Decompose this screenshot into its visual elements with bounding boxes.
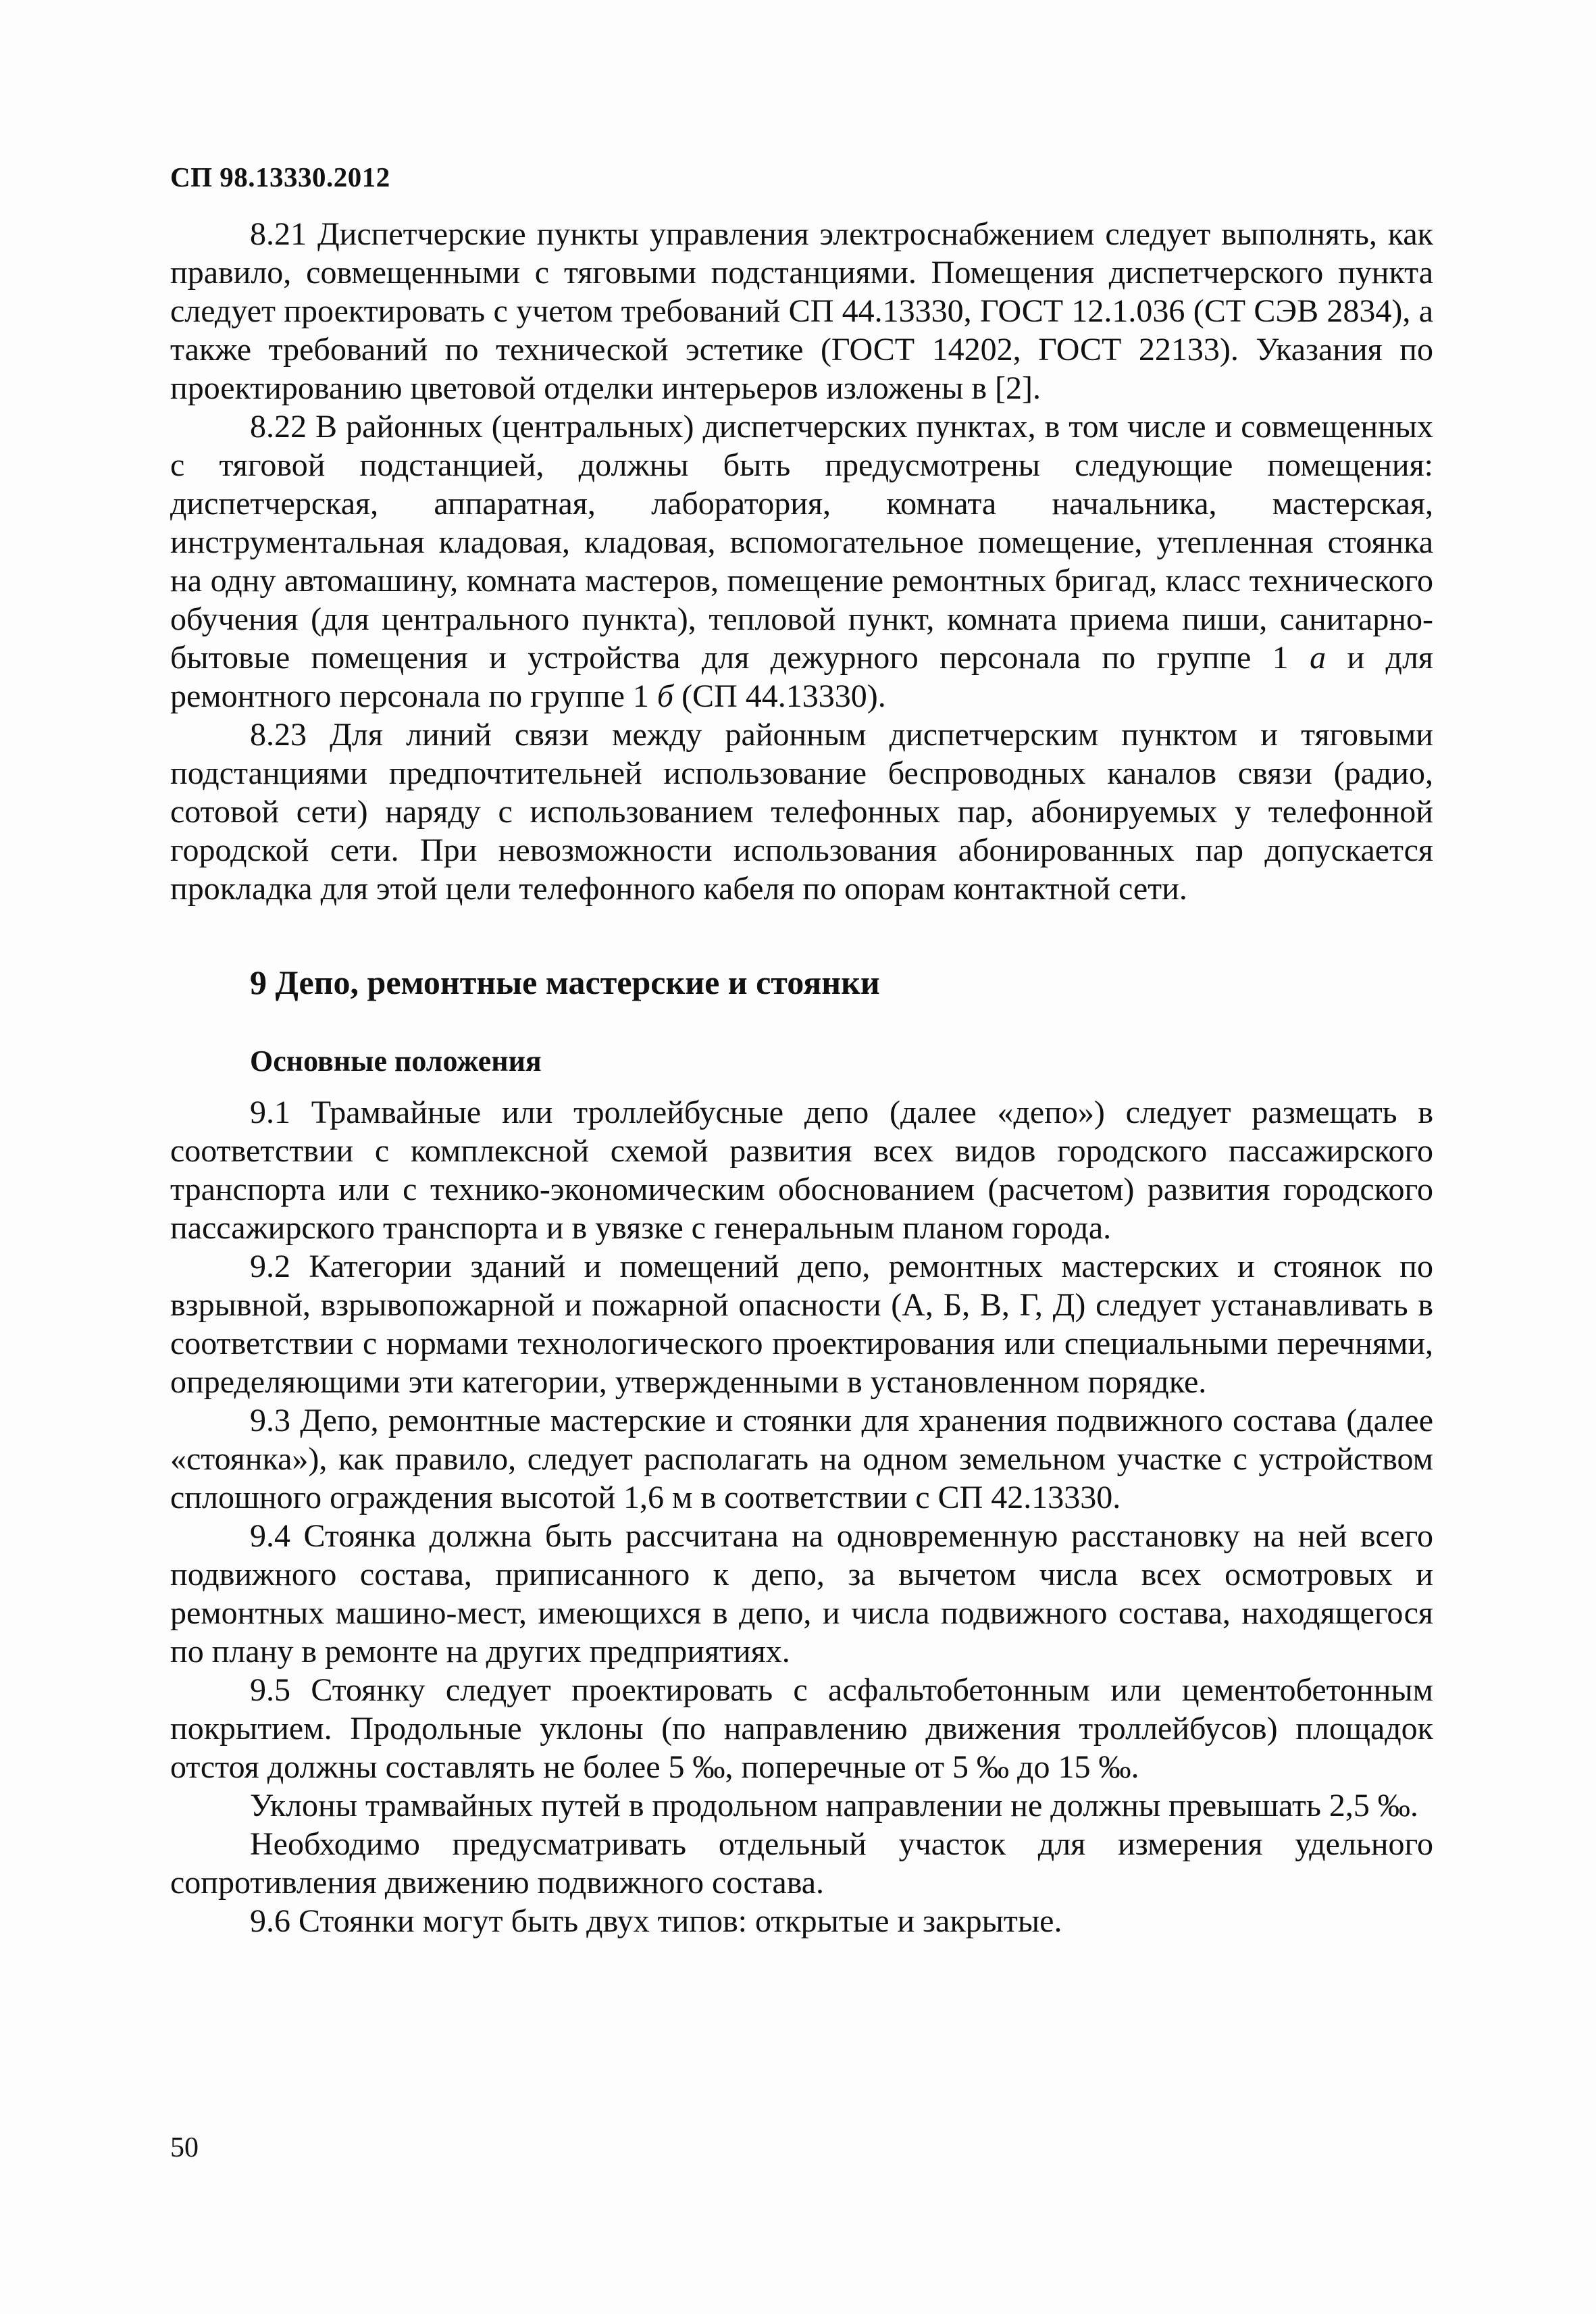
paragraph-9-1: 9.1 Трамвайные или троллейбусные депо (далее «депо») следует размещать в соответствии с комплексной схемой развития всех видов городского пассажирского транспорта или с технико-экономическим обоснованием (расчетом) развития городского пассажирского транспорта и в увязке с генеральным планом города. [170,1095,1433,1246]
text-block-section-8 [170,215,1433,908]
paragraph-8-23: 8.23 Для линий связи между районным диспетчерским пунктом и тяговыми подстанциями предпочтительней использование беспроводных каналов связи (радио, сотовой сети) наряду с использованием телефонных пар, абонируемых у телефонной городской сети. При невозможности использования абонированных пар допускается прокладка для этой цели телефонного кабеля по опорам контактной сети. [170,717,1433,907]
paragraph-9-4: 9.4 Стоянка должна быть рассчитана на одновременную расстановку на ней всего подвижного состава, приписанного к депо, за вычетом числа всех осмотровых и ремонтных машино-мест, имеющихся в депо, и числа подвижного состава, находящегося по плану в ремонте на других предприятиях. [170,1518,1433,1669]
paragraph-9-5-tram-slopes: Уклоны трамвайных путей в продольном направлении не должны превышать 2,5 ‰. [250,1788,1418,1823]
section-heading: 9 Депо, ремонтные мастерские и стоянки [250,963,880,1001]
text-block-section-9 [170,1093,1433,1940]
paragraph-8-22 [170,407,1433,715]
paragraph-9-6: 9.6 Стоянки могут быть двух типов: открытые и закрытые. [250,1903,1062,1939]
paragraph-9-5-measurement-area: Необходимо предусматривать отдельный участок для измерения удельного сопротивления движению подвижного состава. [170,1826,1433,1901]
paragraph-9-3: 9.3 Депо, ремонтные мастерские и стоянки для хранения подвижного состава (далее «стоянка»), как правило, следует располагать на одном земельном участке с устройством сплошного ограждения высотой 1,6 м в соответствии с СП 42.13330. [170,1403,1433,1515]
paragraph-9-5: 9.5 Стоянку следует проектировать с асфальтобетонным или цементобетонным покрытием. Продольные уклоны (по направлению движения троллейбусов) площадок отстоя должны составлять не более 5 ‰, поперечные от 5 ‰ до 15 ‰. [170,1672,1433,1785]
subsection-heading: Основные положения [250,1045,542,1078]
document-code-header: СП 98.13330.2012 [170,161,390,193]
paragraph-8-21: 8.21 Диспетчерские пункты управления электроснабжением следует выполнять, как правило, совмещенными с тяговыми подстанциями. Помещения диспетчерского пункта следует проектировать с учетом требований СП 44.13330, ГОСТ 12.1.036 (СТ СЭВ 2834), а также требований по технической эстетике (ГОСТ 14202, ГОСТ 22133). Указания по проектированию цветовой отделки интерьеров изложены в [2]. [170,216,1433,406]
paragraph-8-22-group-b: б [657,678,674,714]
paragraph-8-22-text-a: 8.22 В районных (центральных) диспетчерских пунктах, в том числе и совмещенных с тяговой подстанцией, должны быть предусмотрены следующие помещения: диспетчерская, аппаратная, лаборатория, комната начальника, мастерская, инструментальная кладовая, кладовая, вспомогательное помещение, утепленная стоянка на одну автомашину, комната мастеров, помещение ремонтных бригад, класс технического обучения (для центрального пункта), тепловой пункт, комната приема пиши, санитарно-бытовые помещения и устройства для дежурного персонала по группе 1 [170,409,1433,676]
paragraph-9-2: 9.2 Категории зданий и помещений депо, ремонтных мастерских и стоянок по взрывной, взрывопожарной и пожарной опасности (А, Б, В, Г, Д) следует устанавливать в соответствии с нормами технологического проектирования или специальными перечнями, определяющими эти категории, утвержденными в установленном порядке. [170,1249,1433,1400]
paragraph-8-22-group-a: а [1310,640,1327,676]
page-number: 50 [170,2132,199,2163]
paragraph-8-22-text-b: и для ремонтного персонала по группе 1 [170,640,1433,714]
paragraph-8-22-text-c: (СП 44.13330). [673,678,886,714]
